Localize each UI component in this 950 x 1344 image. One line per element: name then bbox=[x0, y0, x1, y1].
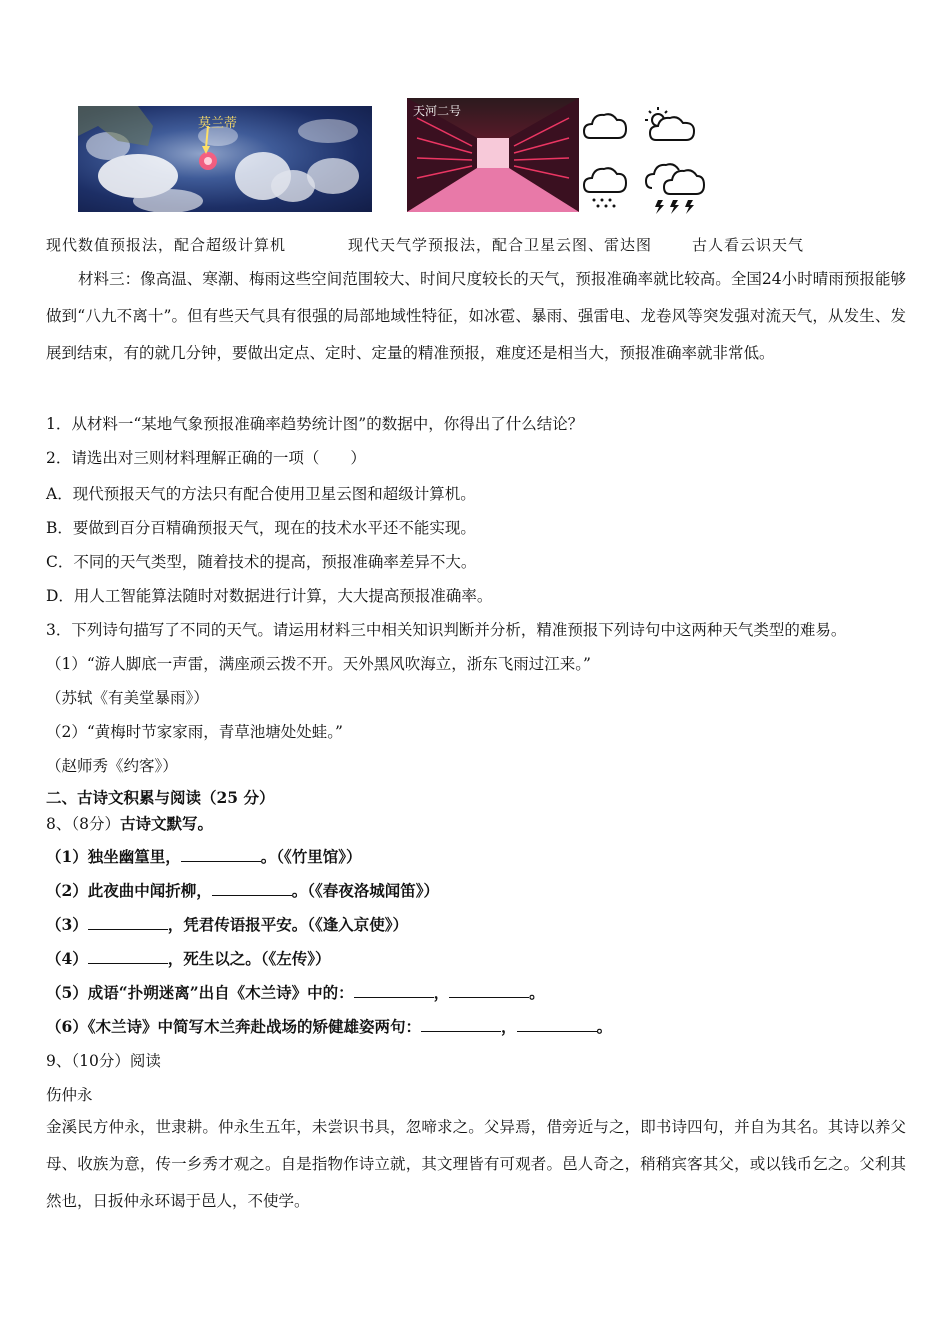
dictation-item-6 bbox=[46, 1016, 612, 1038]
cloud-icon bbox=[584, 114, 626, 138]
passage-body: 金溪民方仲永，世隶耕。仲永生五年，未尝识书具，忽啼求之。父异焉，借旁近与之，即书诗四句，并自为其名。其诗以养父母、收族为意，传一乡秀才观之。自是指物作诗立就，其文理皆有可观者。邑人奇之，稍稍宾客其父，或以钱币乞之。父利其然也，日扳仲永环谒于邑人，不使学。 bbox=[46, 1118, 906, 1210]
item-5-suffix: 。 bbox=[529, 983, 545, 1002]
poem-2-source: （赵师秀《约客》） bbox=[46, 757, 178, 775]
item-6-suffix: 。 bbox=[596, 1017, 613, 1036]
item-1-suffix: 。（《竹里馆》） bbox=[260, 847, 362, 866]
typhoon-label: 莫兰蒂 bbox=[198, 116, 238, 131]
poem-2: （2）“黄梅时节家家雨，青草池塘处处蛙。” bbox=[46, 723, 343, 741]
answer-blank[interactable] bbox=[212, 881, 292, 896]
poem-1-source: （苏轼《有美堂暴雨》） bbox=[46, 689, 209, 707]
passage-title: 伤仲永 bbox=[46, 1086, 93, 1104]
answer-blank[interactable] bbox=[181, 847, 261, 862]
answer-blank[interactable] bbox=[449, 983, 529, 998]
question-1: 1．从材料一“某地气象预报准确率趋势统计图”的数据中，你得出了什么结论？ bbox=[46, 415, 584, 433]
caption-numeric-forecast: 现代数值预报法，配合超级计算机 bbox=[46, 236, 287, 254]
dictation-item-3 bbox=[46, 914, 408, 936]
question-8-title: 古诗文默写。 bbox=[119, 814, 213, 833]
material-three-paragraph: 材料三：像高温、寒潮、梅雨这些空间范围较大、时间尺度较长的天气，预报准确率就比较高。全国24小时晴雨预报能够做到“八九不离十”。但有些天气具有很强的局部地域性特征，如冰雹、暴雨、强雷电、龙卷风等突发强对流天气，从发生、发展到结束，有的就几分钟，要做出定点、定时、定量的精准预报，难度还是相当大，预报准确率就非常低。 bbox=[46, 270, 906, 362]
item-4-prefix: （4） bbox=[46, 949, 88, 968]
item-3-suffix: ，凭君传语报平安。（《逢入京使》） bbox=[167, 915, 409, 934]
dictation-item-5 bbox=[46, 982, 545, 1004]
dictation-item-2 bbox=[46, 880, 439, 902]
option-d: D．用人工智能算法随时对数据进行计算，大大提高预报准确率。 bbox=[46, 587, 493, 605]
answer-blank[interactable] bbox=[88, 949, 168, 964]
question-8-score: 8、（8分） bbox=[46, 815, 120, 833]
dictation-item-1 bbox=[46, 846, 362, 868]
answer-blank[interactable] bbox=[421, 1017, 501, 1032]
answer-blank[interactable] bbox=[88, 915, 168, 930]
item-6-comma: ， bbox=[501, 1017, 517, 1036]
thunder-cloud-icon bbox=[646, 164, 704, 214]
sun-cloud-icon bbox=[645, 107, 694, 140]
satellite-cloud-image bbox=[78, 106, 372, 212]
item-1-prefix: （1）独坐幽篁里， bbox=[46, 847, 181, 866]
caption-ancient-forecast: 古人看云识天气 bbox=[692, 236, 805, 254]
answer-blank[interactable] bbox=[517, 1017, 597, 1032]
rain-cloud-icon bbox=[584, 168, 626, 207]
section-2-heading: 二、古诗文积累与阅读（25 分） bbox=[46, 788, 275, 807]
item-3-prefix: （3） bbox=[46, 915, 88, 934]
option-b: B．要做到百分百精确预报天气，现在的技术水平还不能实现。 bbox=[46, 519, 476, 537]
item-5-comma: ， bbox=[433, 983, 450, 1002]
caption-modern-forecast: 现代天气学预报法，配合卫星云图、雷达图 bbox=[348, 236, 653, 254]
question-9-heading: 9、（10分）阅读 bbox=[46, 1052, 161, 1070]
item-6-prefix: （6）《木兰诗》中简写木兰奔赴战场的矫健雄姿两句： bbox=[46, 1017, 422, 1036]
poem-1: （1）“游人脚底一声雷，满座顽云拨不开。天外黑风吹海立，浙东飞雨过江来。” bbox=[46, 655, 591, 673]
weather-icons bbox=[582, 104, 712, 216]
supercomputer-image bbox=[407, 98, 579, 212]
option-c: C．不同的天气类型，随着技术的提高，预报准确率差异不大。 bbox=[46, 553, 477, 571]
question-8-heading bbox=[46, 813, 213, 835]
item-4-suffix: ，死生以之。（《左传》） bbox=[167, 949, 331, 968]
item-2-prefix: （2）此夜曲中闻折柳， bbox=[46, 881, 212, 900]
option-a: A．现代预报天气的方法只有配合使用卫星云图和超级计算机。 bbox=[46, 485, 476, 503]
question-3: 3．下列诗句描写了不同的天气。请运用材料三中相关知识判断并分析，精准预报下列诗句中这两种天气类型的难易。 bbox=[46, 621, 847, 639]
answer-blank[interactable] bbox=[354, 983, 434, 998]
item-2-suffix: 。（《春夜洛城闻笛》） bbox=[291, 881, 440, 900]
item-5-prefix: （5）成语“扑朔迷离”出自《木兰诗》中的： bbox=[46, 983, 354, 1002]
question-2: 2．请选出对三则材料理解正确的一项（ ） bbox=[46, 449, 366, 467]
dictation-item-4 bbox=[46, 948, 331, 970]
supercomputer-label: 天河二号 bbox=[413, 104, 462, 118]
